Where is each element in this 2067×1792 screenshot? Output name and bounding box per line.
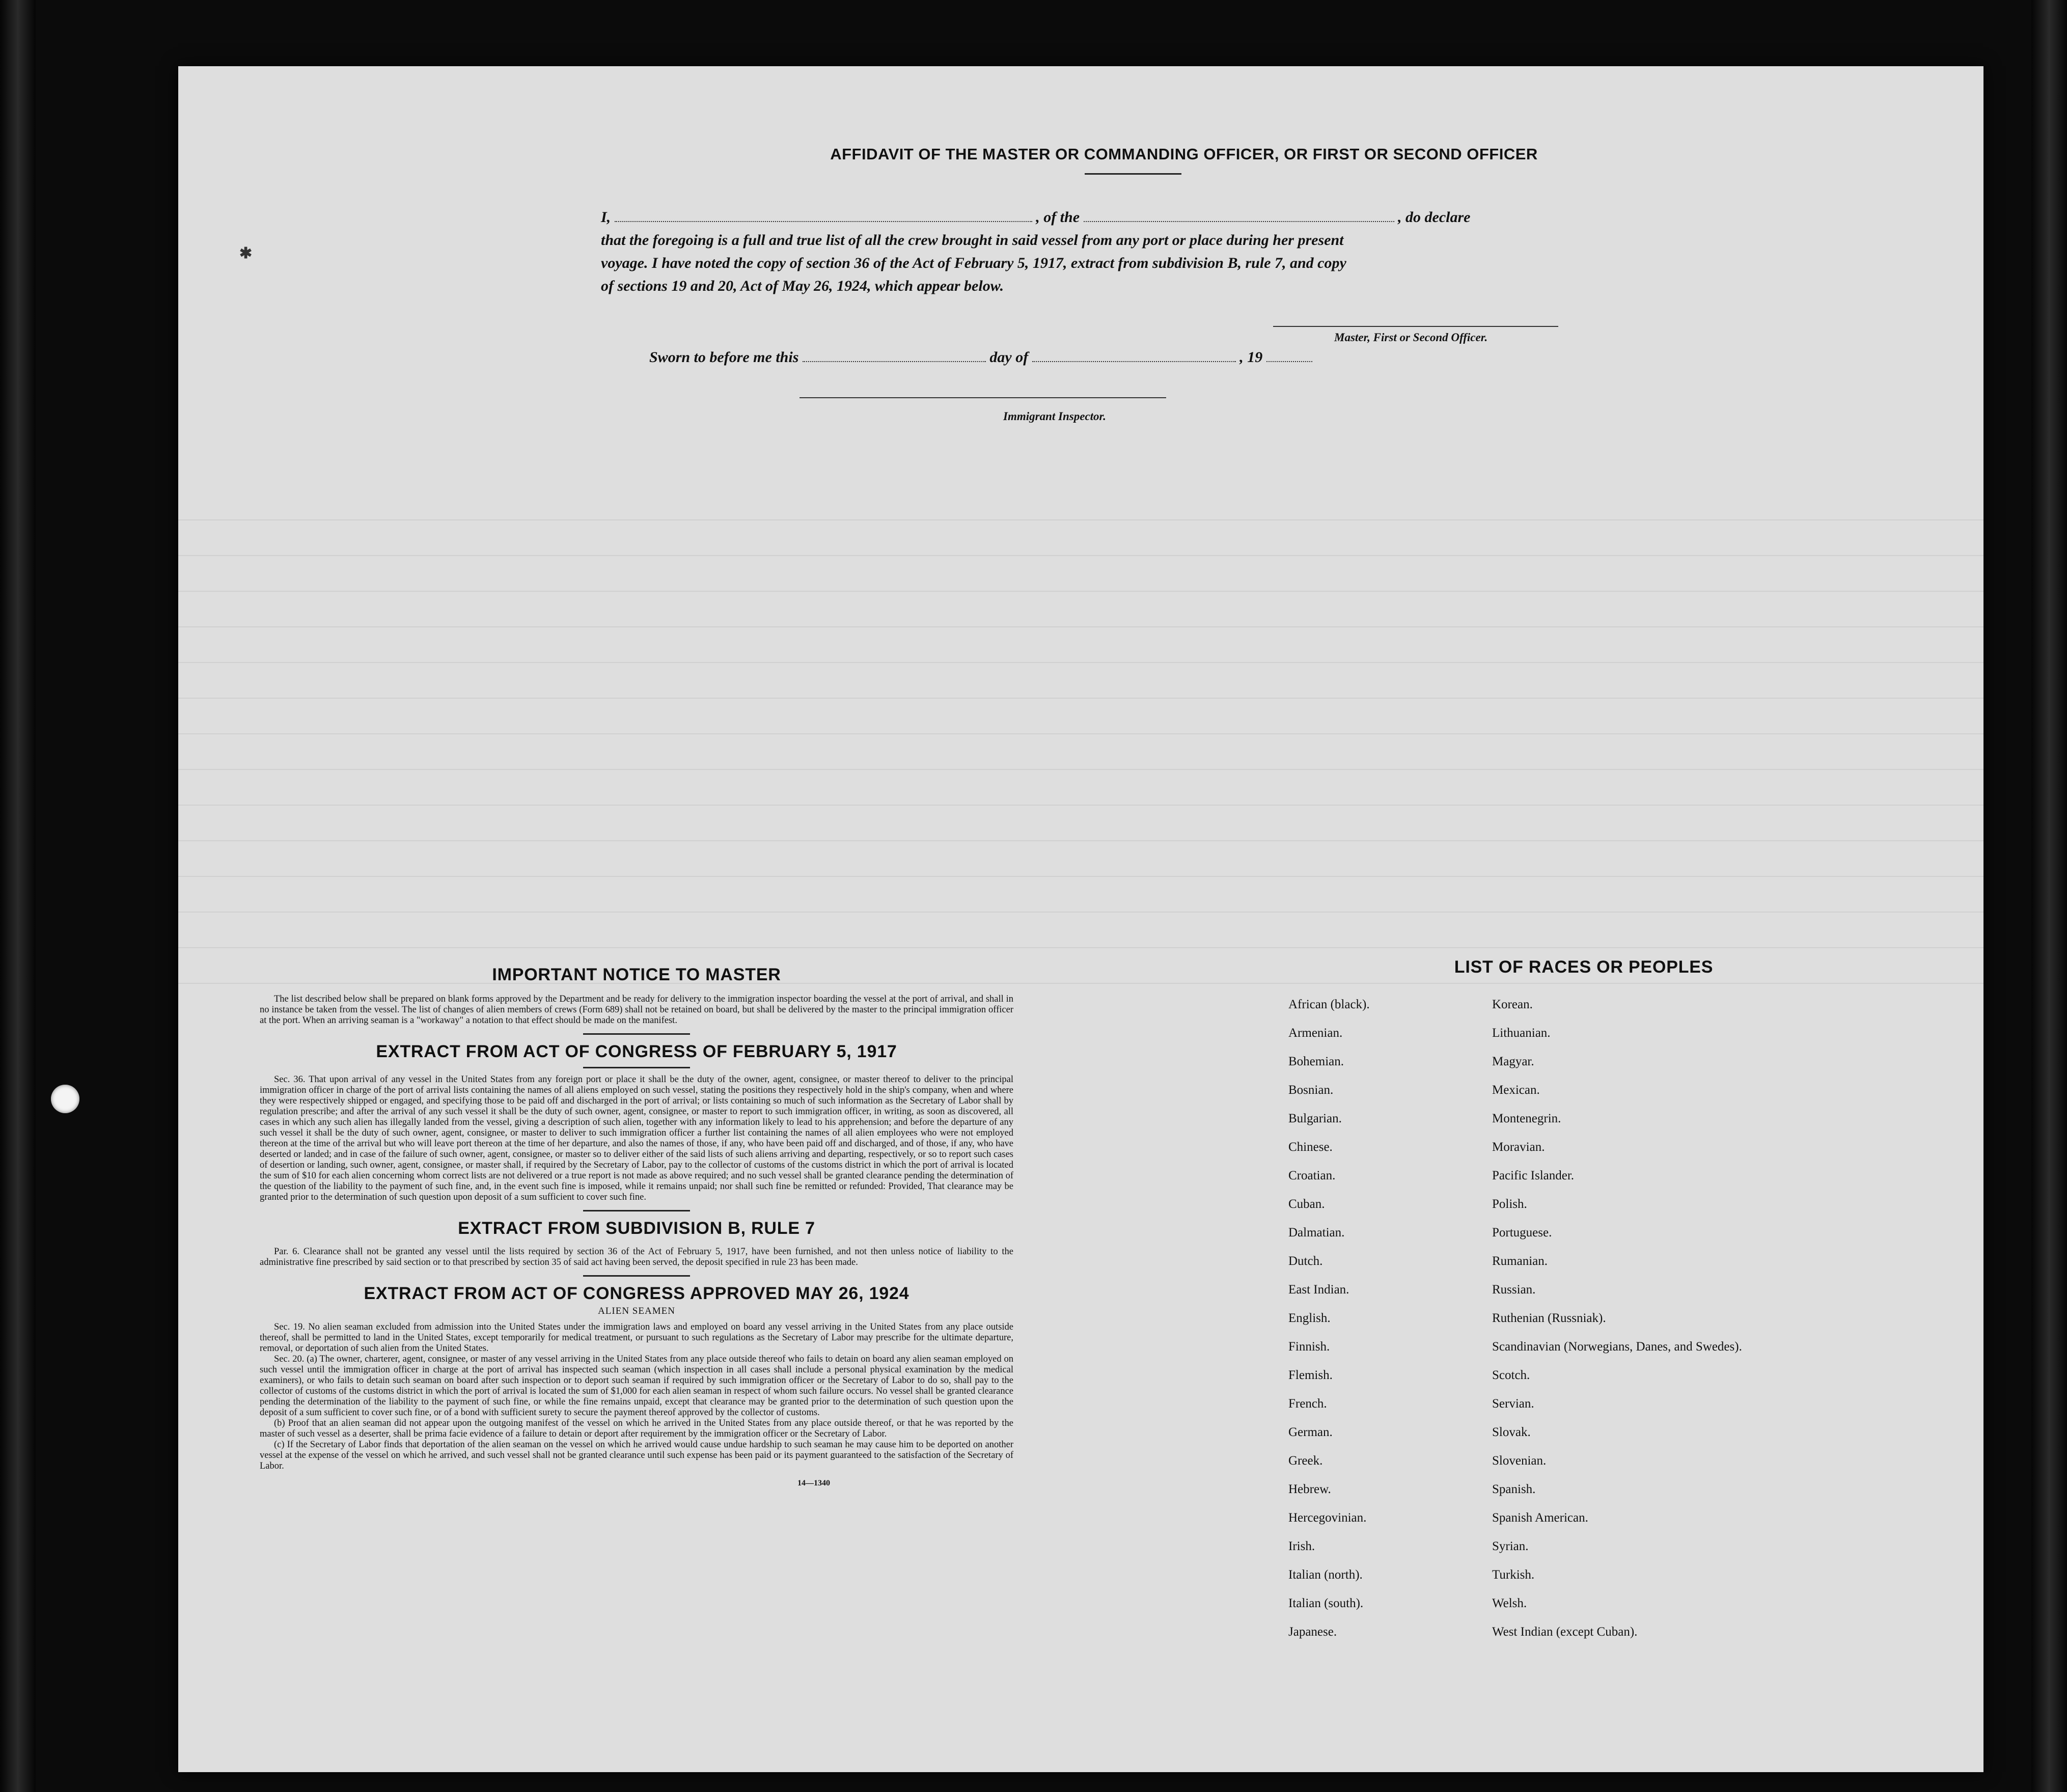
race-item: Scotch. (1492, 1368, 1530, 1382)
race-item: Moravian. (1492, 1140, 1545, 1154)
race-item: Bulgarian. (1288, 1112, 1342, 1125)
race-item: Greek. (1288, 1454, 1323, 1468)
vessel-blank[interactable] (1084, 221, 1394, 222)
race-item: Montenegrin. (1492, 1112, 1561, 1125)
race-item: Portuguese. (1492, 1226, 1552, 1239)
race-item: Ruthenian (Russniak). (1492, 1311, 1606, 1325)
affidavit-title: AFFIDAVIT OF THE MASTER OR COMMANDING OFFICER, OR FIRST OR SECOND OFFICER (830, 145, 1538, 163)
sec-20a-text: Sec. 20. (a) The owner, charterer, agent, consignee, or master of any vessel arriving in the United States from any place outside thereof who fails to detain on board any alien seaman employed on such vessel until the immigration officer in charge at the port of arrival has inspected such seaman (which inspection in all cases shall include a personal physical examination by the medical examiners), or who fails to detain such seaman on board after such inspection or to deport such seaman if required by such immigration officer or the Secretary of Labor to do so, shall pay to the collector of customs of the customs district in which the port of arrival is located the sum of $1,000 for each alien seaman in respect of whom such failure occurs. No vessel shall be granted clearance pending the determination of the liability to the payment of such fine, or while the fine remains unpaid, except that clearance may be granted prior to the determination of such question upon the deposit of a sum sufficient to cover such fine, or of a bond with sufficient surety to secure the payment thereof approved by the collector of customs. (260, 1354, 1013, 1418)
title-rule (1085, 173, 1181, 175)
races-left-column (1288, 998, 1492, 1653)
race-item: Spanish American. (1492, 1511, 1588, 1525)
alien-seamen-subtitle: ALIEN SEAMEN (598, 1306, 675, 1316)
affidavit-line-1: I, , of the , do declare (601, 209, 1471, 226)
rule7-body: Par. 6. Clearance shall not be granted any vessel until the lists required by section 36 of the Act of February 5, 1917, have been furnished, and not then unless notice of liability to the administrative fine prescribed by said section or to that prescribed by section 35 of said act having been served, the deposit specified in rule 23 has been made. (260, 1247, 1013, 1267)
race-item: Italian (south). (1288, 1596, 1364, 1610)
race-item: Mexican. (1492, 1083, 1540, 1097)
race-item: Servian. (1492, 1397, 1534, 1411)
form-number: 14—1340 (797, 1479, 830, 1487)
race-item: Lithuanian. (1492, 1026, 1551, 1040)
race-item: Finnish. (1288, 1340, 1330, 1354)
race-item: Welsh. (1492, 1596, 1527, 1610)
race-item: Pacific Islander. (1492, 1169, 1575, 1182)
race-item: Turkish. (1492, 1568, 1535, 1582)
race-item: Slovak. (1492, 1425, 1531, 1439)
race-item: Chinese. (1288, 1140, 1333, 1154)
section-rule (583, 1033, 690, 1035)
name-blank[interactable] (615, 221, 1032, 222)
rule7-title: EXTRACT FROM SUBDIVISION B, RULE 7 (458, 1219, 815, 1238)
race-item: Cuban. (1288, 1197, 1325, 1211)
sec-20b-text: (b) Proof that an alien seaman did not appear upon the outgoing manifest of the vessel on which he arrived in the United States from any place outside thereof, or that he was reported by the master of such vessel as a deserter, shall be prima facie evidence of a failure to detain or deport after requirement by the immigration officer or the Secretary of Labor. (260, 1418, 1013, 1439)
race-item: Bosnian. (1288, 1083, 1334, 1097)
sec-20c-text: (c) If the Secretary of Labor finds that deportation of the alien seaman on the vessel on which he arrived would cause undue hardship to such seaman he may cause him to be deported on another vessel at the expense of the vessel on which he arrived, and such vessel shall not be granted clearance until such expense has been paid or its payment guaranteed to the satisfaction of the Secretary of Labor. (260, 1440, 1013, 1471)
notice-body: The list described below shall be prepared on blank forms approved by the Department and be ready for delivery to the immigration inspector boarding the vessel at the port of arrival, and shall in no instance be taken from the vessel. The list of changes of alien members of crews (Form 689) shall not be retained on board, but shall be delivered by the master to the principal immigration officer at the port. When an arriving seaman is a "workaway" a notation to that effect should be made on the manifest. (260, 994, 1013, 1026)
sec-19-text: Sec. 19. No alien seaman excluded from admission into the United States under the immigration laws and employed on board any vessel arriving in the United States from any place outside thereof, shall be permitted to land in the United States, except temporarily for medical treatment, or pursuant to such regulations as the Secretary of Labor may prescribe for the ultimate departure, removal, or deportation of such alien from the United States. (260, 1322, 1013, 1354)
race-item: Polish. (1492, 1197, 1527, 1211)
punch-hole (51, 1085, 79, 1113)
races-columns (1288, 998, 1849, 1653)
race-item: Italian (north). (1288, 1568, 1363, 1582)
act-1917-body: Sec. 36. That upon arrival of any vessel in the United States from any foreign port or place it shall be the duty of the owner, agent, consignee, or master thereof to deliver to the principal immigration officer in charge of the port of arrival lists containing the names of all aliens employed on such vessel, stating the positions they respectively hold in the ship's company, when and where they were respectively shipped or engaged, and specifying those to be paid off and discharged in the port of arrival; or lists containing so much of such information as the Secretary of Labor shall by regulation prescribe; and after the arrival of any such vessel it shall be the duty of such owner, agent, consignee, or master to report to such immigration officer, in writing, as soon as discovered, all cases in which any such alien has illegally landed from the vessel, giving a description of such alien, together with any information likely to lead to his apprehension; and before the departure of any such vessel it shall be the duty of such owner, agent, consignee, or master to deliver to such immigration officer a further list containing the names of all alien employees who were not employed thereon at the time of the arrival but who will leave port thereon at the time of her departure, and also the names of those, if any, who have been paid off and discharged, and of those, if any, who have deserted or landed; and in case of the failure of such owner, agent, consignee, or master so to deliver either of the said lists of such aliens arriving and departing, respectively, or so to report such cases of desertion or landing, such owner, agent, consignee, or master shall, if required by the Secretary of Labor, pay to the collector of customs of the customs district in which the port of arrival is located the sum of $10 for each alien concerning whom correct lists are not delivered or a true report is not made as above required; and no such vessel shall be granted clearance pending the determination of the question of the liability to the payment of such fine, and, in the event such fine is imposed, while it remains unpaid; nor shall such fine be remitted or refunded: Provided, That clearance may be granted prior to the determination of such question upon deposit of a sum sufficient to cover such fine. (260, 1074, 1013, 1202)
act-1924-title: EXTRACT FROM ACT OF CONGRESS APPROVED MAY 26, 1924 (364, 1284, 910, 1303)
race-item: East Indian. (1288, 1283, 1349, 1297)
notice-title: IMPORTANT NOTICE TO MASTER (492, 965, 781, 984)
affidavit-line-4: of sections 19 and 20, Act of May 26, 1924, which appear below. (601, 278, 1004, 294)
race-item: Magyar. (1492, 1055, 1534, 1068)
race-item: Japanese. (1288, 1625, 1337, 1639)
document-page (178, 66, 1983, 1772)
affidavit-line-3: voyage. I have noted the copy of section 36 of the Act of February 5, 1917, extract from subdivision B, rule 7, and copy (601, 255, 1346, 271)
film-border-right (2031, 0, 2067, 1792)
affidavit-line-2: that the foregoing is a full and true list of all the crew brought in said vessel from any port or place during her present (601, 232, 1344, 249)
race-item: Rumanian. (1492, 1254, 1548, 1268)
races-section (1288, 957, 1849, 1653)
race-item: Scandinavian (Norwegians, Danes, and Swedes). (1492, 1340, 1742, 1354)
race-item: Croatian. (1288, 1169, 1336, 1182)
race-item: Hercegovinian. (1288, 1511, 1367, 1525)
race-item: English. (1288, 1311, 1331, 1325)
inspector-caption: Immigrant Inspector. (1003, 410, 1106, 423)
race-item: Dutch. (1288, 1254, 1323, 1268)
race-item: Irish. (1288, 1539, 1315, 1553)
races-right-column (1492, 998, 1747, 1653)
race-item: West Indian (except Cuban). (1492, 1625, 1638, 1639)
race-item: Flemish. (1288, 1368, 1333, 1382)
notice-column (260, 965, 1013, 1488)
race-item: Hebrew. (1288, 1482, 1331, 1496)
section-rule (583, 1210, 690, 1211)
race-item: German. (1288, 1425, 1333, 1439)
act-1917-title: EXTRACT FROM ACT OF CONGRESS OF FEBRUARY 5, 1917 (376, 1042, 897, 1061)
race-item: Korean. (1492, 998, 1533, 1011)
section-rule (583, 1275, 690, 1277)
race-item: Dalmatian. (1288, 1226, 1345, 1239)
race-item: Spanish. (1492, 1482, 1536, 1496)
race-item: French. (1288, 1397, 1327, 1411)
race-item: African (black). (1288, 998, 1370, 1011)
races-title: LIST OF RACES OR PEOPLES (1454, 957, 1714, 977)
race-item: Slovenian. (1492, 1454, 1547, 1468)
race-item: Bohemian. (1288, 1055, 1344, 1068)
race-item: Russian. (1492, 1283, 1536, 1297)
master-caption: Master, First or Second Officer. (1334, 331, 1488, 344)
margin-mark: ✱ (239, 245, 253, 262)
sworn-line: Sworn to before me this day of , 19 (649, 349, 1312, 366)
inspector-signature-line[interactable] (800, 397, 1166, 398)
sworn-day-blank[interactable] (803, 361, 986, 362)
section-rule (583, 1067, 690, 1068)
sworn-month-blank[interactable] (1032, 361, 1236, 362)
race-item: Syrian. (1492, 1539, 1529, 1553)
master-signature-line[interactable] (1273, 326, 1558, 327)
sworn-year-blank[interactable] (1266, 361, 1312, 362)
race-item: Armenian. (1288, 1026, 1343, 1040)
film-border-left (0, 0, 36, 1792)
